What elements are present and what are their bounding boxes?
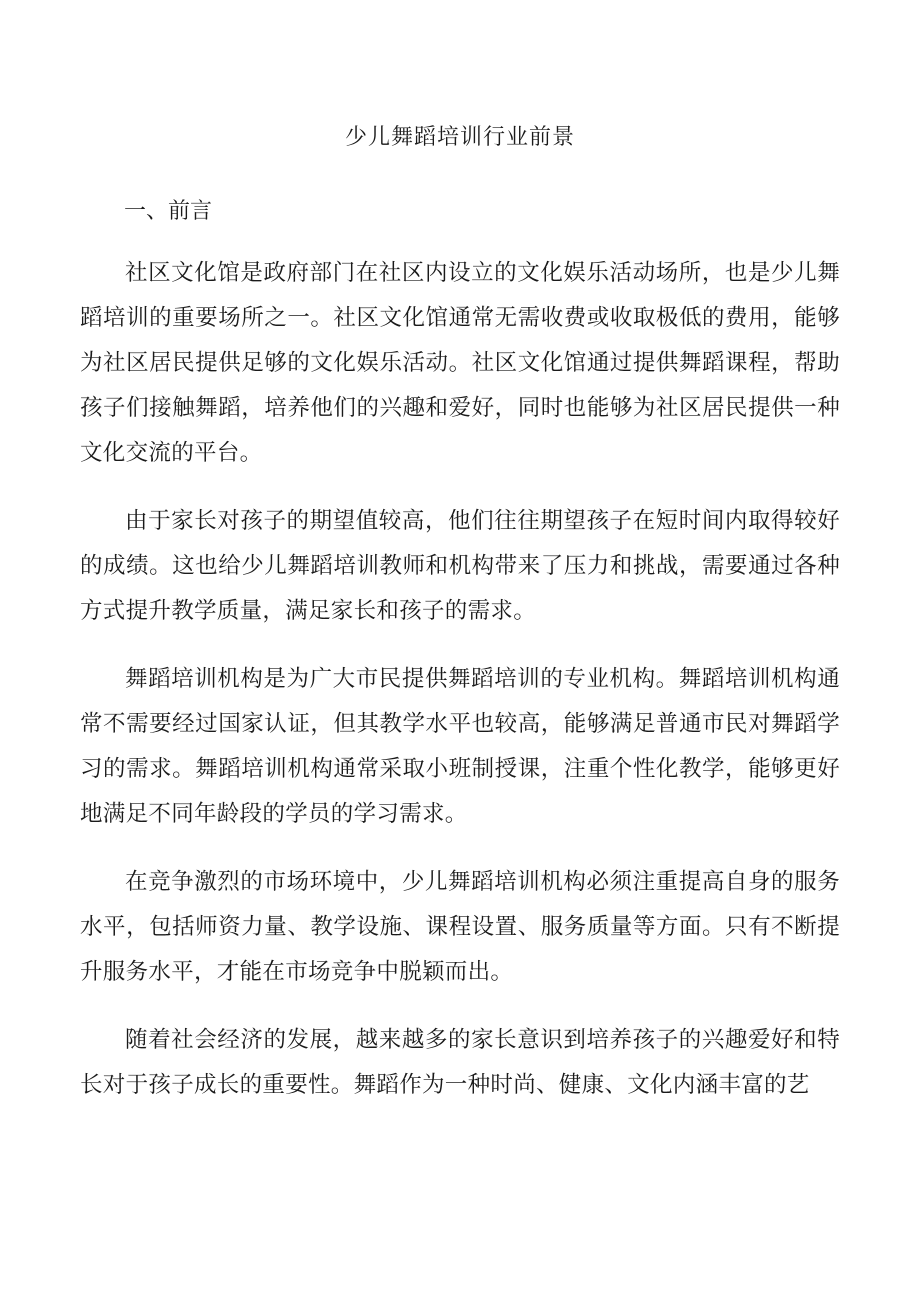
paragraph-market-competition: 在竞争激烈的市场环境中，少儿舞蹈培训机构必须注重提高自身的服务水平，包括师资力量、教学设施、课程设置、服务质量等方面。只有不断提升服务水平，才能在市场竞争中脱颖而出。 (80, 869, 840, 985)
section-heading-preface: 一、前言 (124, 199, 213, 224)
document-title: 少儿舞蹈培训行业前景 (344, 125, 575, 150)
paragraph-social-development: 随着社会经济的发展，越来越多的家长意识到培养孩子的兴趣爱好和特长对于孩子成长的重要性。舞蹈作为一种时尚、健康、文化内涵丰富的艺 (80, 1027, 840, 1098)
paragraph-community-center: 社区文化馆是政府部门在社区内设立的文化娱乐活动场所，也是少儿舞蹈培训的重要场所之一。社区文化馆通常无需收费或收取极低的费用，能够为社区居民提供足够的文化娱乐活动。社区文化馆通过提供舞蹈课程，帮助孩子们接触舞蹈，培养他们的兴趣和爱好，同时也能够为社区居民提供一种文化交流的平台。 (80, 260, 840, 466)
paragraph-parent-expectations: 由于家长对孩子的期望值较高，他们往往期望孩子在短时间内取得较好的成绩。这也给少儿舞蹈培训教师和机构带来了压力和挑战，需要通过各种方式提升教学质量，满足家长和孩子的需求。 (80, 508, 840, 624)
paragraph-training-institutions: 舞蹈培训机构是为广大市民提供舞蹈培训的专业机构。舞蹈培训机构通常不需要经过国家认证，但其教学水平也较高，能够满足普通市民对舞蹈学习的需求。舞蹈培训机构通常采取小班制授课，注重个性化教学，能够更好地满足不同年龄段的学员的学习需求。 (80, 666, 840, 827)
